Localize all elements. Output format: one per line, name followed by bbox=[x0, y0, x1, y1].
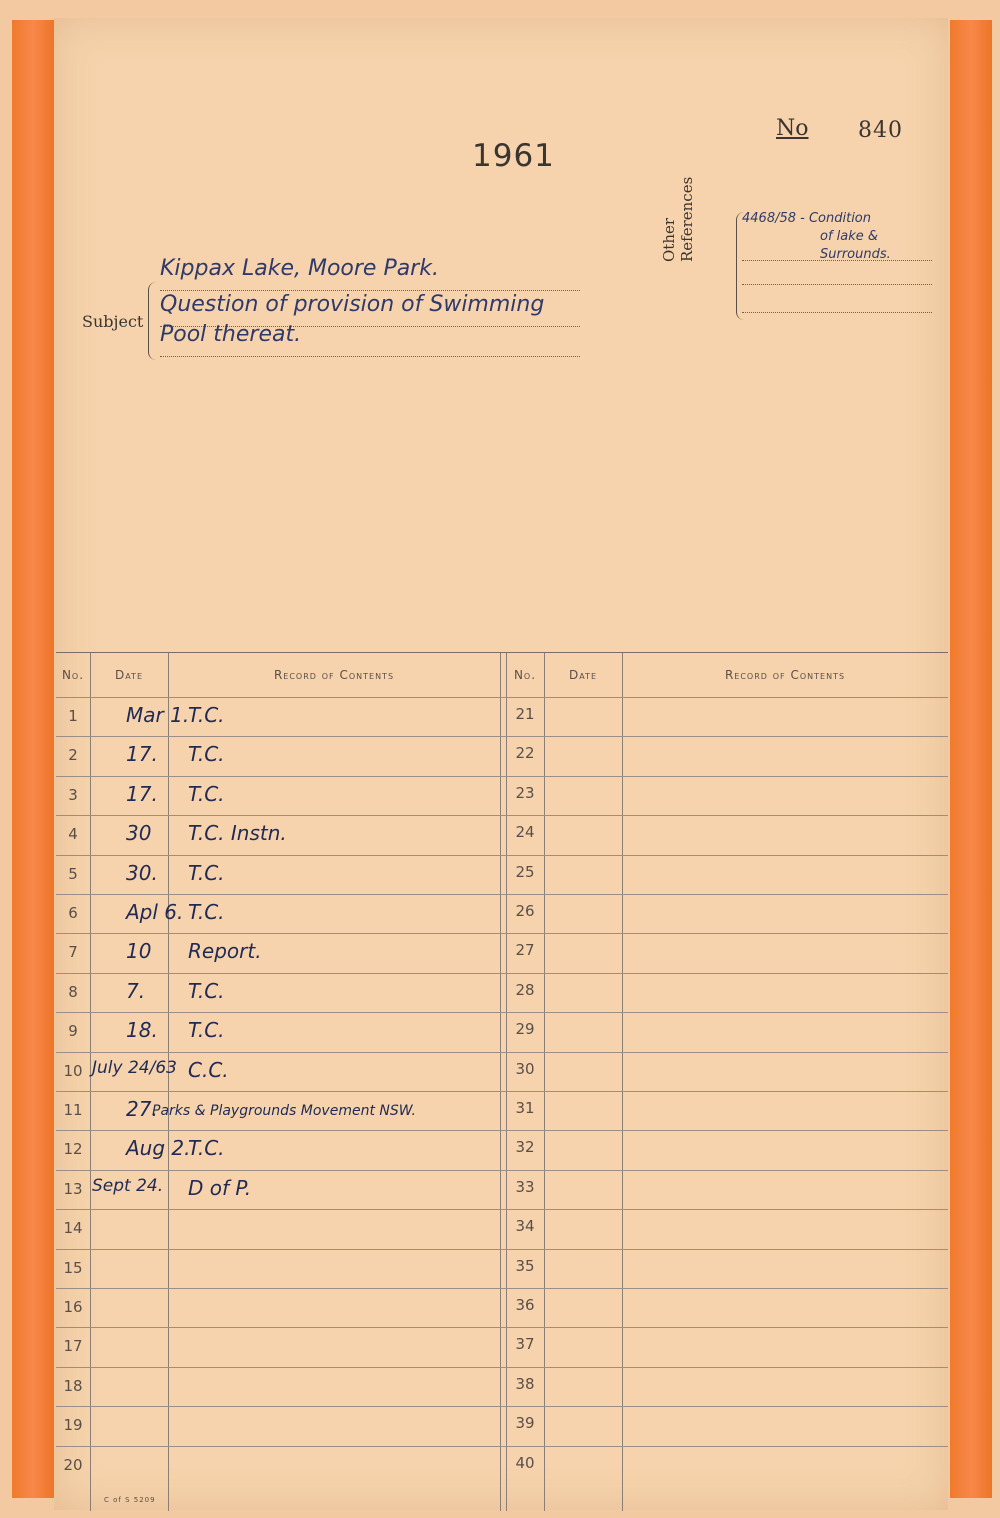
reference-line-2: of lake & bbox=[820, 229, 879, 244]
row-rule bbox=[56, 1367, 948, 1368]
entry-date: Aug 2. bbox=[126, 1136, 191, 1161]
entry-date: 17. bbox=[126, 781, 158, 806]
header-date-left: Date bbox=[114, 668, 144, 682]
entry-date: 18. bbox=[126, 1018, 158, 1043]
row-rule bbox=[56, 933, 948, 934]
reference-rule bbox=[742, 288, 932, 313]
entry-date: July 24/63 bbox=[92, 1057, 177, 1078]
row-number-left: 11 bbox=[63, 1101, 83, 1119]
file-number: 840 bbox=[858, 118, 903, 143]
row-number-left: 10 bbox=[63, 1061, 83, 1080]
row-number-right: 34 bbox=[515, 1217, 535, 1236]
row-rule bbox=[56, 1091, 948, 1092]
subject-line-1: Kippax Lake, Moore Park. bbox=[160, 256, 580, 291]
entry-record: D of P. bbox=[188, 1175, 252, 1200]
entry-record: T.C. bbox=[188, 742, 225, 767]
row-number-right: 27 bbox=[515, 941, 535, 960]
row-number-left: 20 bbox=[63, 1455, 83, 1474]
column-rule bbox=[544, 653, 545, 1511]
row-number-right: 28 bbox=[515, 980, 535, 999]
entry-date: Apl 6. bbox=[126, 900, 184, 924]
row-rule bbox=[56, 1249, 948, 1250]
row-number-left: 12 bbox=[63, 1140, 83, 1159]
column-rule bbox=[622, 653, 623, 1511]
entry-date: 30 bbox=[126, 821, 152, 846]
row-rule bbox=[56, 815, 948, 816]
row-number-left: 5 bbox=[68, 864, 78, 883]
column-rule bbox=[90, 653, 91, 1511]
other-references bbox=[742, 210, 942, 264]
row-number-right: 33 bbox=[515, 1177, 535, 1196]
row-rule bbox=[56, 697, 948, 698]
row-number-left: 14 bbox=[63, 1219, 83, 1238]
column-rule bbox=[168, 653, 169, 1511]
row-number-right: 26 bbox=[515, 902, 535, 920]
entry-record: Parks & Playgrounds Movement NSW. bbox=[152, 1103, 416, 1119]
entry-record: T.C. bbox=[188, 703, 225, 727]
row-number-right: 38 bbox=[515, 1374, 535, 1393]
row-number-right: 40 bbox=[515, 1453, 535, 1472]
row-number-left: 8 bbox=[68, 982, 78, 1001]
entry-record: T.C. bbox=[188, 1018, 225, 1043]
row-number-left: 18 bbox=[63, 1376, 83, 1395]
row-number-right: 23 bbox=[515, 783, 535, 802]
entry-record: Report. bbox=[188, 939, 262, 964]
column-rule bbox=[506, 653, 507, 1511]
row-rule bbox=[56, 1170, 948, 1171]
subject-brace bbox=[148, 282, 157, 360]
row-number-right: 25 bbox=[515, 862, 535, 881]
form-code: C of S 5209 bbox=[104, 1496, 156, 1504]
entry-date: 30. bbox=[126, 860, 158, 885]
row-rule bbox=[56, 1406, 948, 1407]
entry-record: T.C. bbox=[188, 1136, 225, 1161]
entry-record: T.C. bbox=[188, 900, 225, 924]
header-date-right: Date bbox=[568, 668, 598, 682]
left-binding-strip bbox=[12, 20, 54, 1498]
row-rule bbox=[56, 776, 948, 777]
row-rule bbox=[56, 1012, 948, 1013]
row-rule bbox=[56, 1327, 948, 1328]
header-no-right: No. bbox=[513, 668, 537, 682]
header-record-right: Record of Contents bbox=[724, 668, 846, 682]
entry-record: C.C. bbox=[188, 1057, 229, 1082]
reference-rule bbox=[742, 316, 932, 340]
entry-date: Sept 24. bbox=[92, 1175, 164, 1196]
entry-date: Mar 1. bbox=[126, 703, 190, 727]
row-rule bbox=[56, 973, 948, 974]
row-number-right: 24 bbox=[515, 823, 535, 842]
row-number-left: 7 bbox=[68, 943, 78, 962]
row-rule bbox=[56, 1446, 948, 1447]
row-number-left: 1 bbox=[68, 707, 78, 725]
row-rule bbox=[56, 1130, 948, 1131]
row-rule bbox=[56, 1209, 948, 1210]
row-number-right: 39 bbox=[515, 1414, 535, 1433]
row-number-right: 21 bbox=[515, 705, 535, 723]
file-year: 1961 bbox=[472, 138, 555, 174]
row-number-left: 9 bbox=[68, 1022, 78, 1041]
row-number-left: 13 bbox=[63, 1179, 83, 1198]
header-no-left: No. bbox=[61, 668, 85, 682]
row-number-left: 16 bbox=[63, 1298, 83, 1316]
entry-record: T.C. bbox=[188, 978, 225, 1003]
reference-line-3: Surrounds. bbox=[820, 247, 891, 262]
row-number-left: 2 bbox=[68, 746, 78, 765]
subject-line-3: Pool thereat. bbox=[160, 322, 580, 357]
entry-record: T.C. bbox=[188, 781, 225, 806]
row-number-right: 36 bbox=[515, 1296, 535, 1314]
number-label: No bbox=[776, 116, 809, 141]
row-number-right: 32 bbox=[515, 1138, 535, 1157]
entry-date: 7. bbox=[126, 978, 146, 1003]
row-number-left: 6 bbox=[68, 904, 78, 922]
row-number-left: 3 bbox=[68, 785, 78, 804]
entry-date: 10 bbox=[126, 939, 152, 964]
row-number-left: 17 bbox=[63, 1337, 83, 1356]
entry-record: T.C. Instn. bbox=[188, 821, 287, 846]
row-number-right: 29 bbox=[515, 1020, 535, 1039]
column-rule bbox=[500, 653, 501, 1511]
contents-table bbox=[56, 652, 948, 1511]
subject-line-2: Question of provision of Swimming bbox=[160, 292, 580, 327]
entry-date: 17. bbox=[126, 742, 158, 767]
row-rule bbox=[56, 1052, 948, 1053]
row-number-left: 15 bbox=[63, 1258, 83, 1277]
row-rule bbox=[56, 894, 948, 895]
row-number-right: 35 bbox=[515, 1256, 535, 1275]
row-number-left: 4 bbox=[68, 825, 78, 844]
row-number-right: 30 bbox=[515, 1059, 535, 1078]
row-number-right: 37 bbox=[515, 1335, 535, 1354]
row-rule bbox=[56, 1288, 948, 1289]
entry-date: 27. bbox=[126, 1097, 158, 1121]
row-number-right: 22 bbox=[515, 744, 535, 763]
right-binding-strip bbox=[950, 20, 992, 1498]
entry-record: T.C. bbox=[188, 860, 225, 885]
row-number-left: 19 bbox=[63, 1416, 83, 1435]
header-record-left: Record of Contents bbox=[273, 668, 395, 682]
row-rule bbox=[56, 736, 948, 737]
row-rule bbox=[56, 855, 948, 856]
subject-label: Subject bbox=[82, 312, 144, 331]
row-number-right: 31 bbox=[515, 1099, 535, 1117]
reference-line-1: 4468/58 - Condition bbox=[742, 211, 871, 226]
